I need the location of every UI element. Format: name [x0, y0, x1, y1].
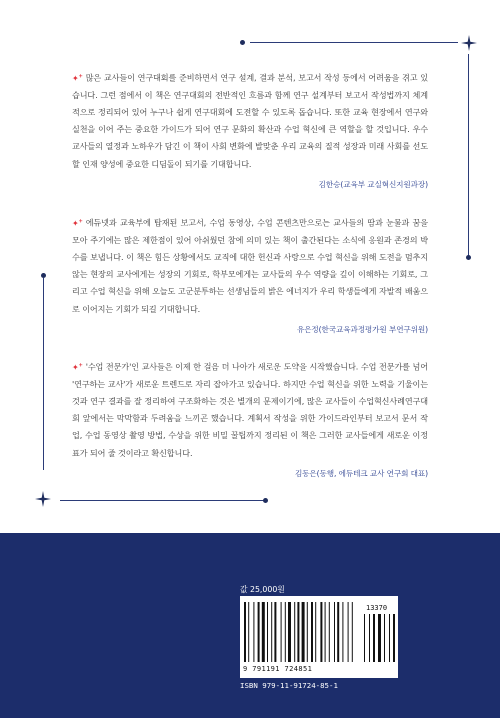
frame-dot	[466, 255, 471, 260]
frame-dot	[240, 40, 245, 45]
isbn-label: ISBN 979-11-91724-85-1	[240, 681, 338, 690]
frame-dot	[41, 273, 46, 278]
frame-dot	[263, 498, 268, 503]
blurb-author: 유은정(한국교육과정평가원 부연구위원)	[296, 324, 428, 334]
frame-top-line	[250, 42, 458, 43]
red-plus-sparkle-icon: ✦+	[72, 73, 83, 83]
price-label: 값 25,000원	[240, 585, 285, 594]
four-point-star-icon	[461, 35, 477, 51]
addon-code: 13370	[366, 604, 388, 612]
red-plus-sparkle-icon: ✦+	[72, 218, 83, 228]
blurb-text: '수업 전문가'인 교사들은 이제 한 걸음 더 나아가 새로운 도약을 시작했습니다. 수업 전문가를 넘어 '연구하는 교사'가 새로운 트렌드로 자리 잡아가고 있습니다. 하지만 수업 혁신을 위한 노력을 기울이는 것과 연구 결과를 잘 정리하여 구조화하는 것은 별개의 문제이기에, 많은 교사들이 수업혁신사례연구대회 앞에서는 막막함과 두려움을 느끼곤 했습니다. 계획서 작성을 위한 가이드라인부터 보고서 문서 작업, 수업 동영상 촬영 방법, 수상을 위한 비밀 꿀팁까지 정리된 이 책은 그러한 교사들에게 새로운 이정표가 되어 줄 것이라고 확신합니다.	[72, 361, 428, 458]
blurb-1	[72, 68, 428, 190]
frame-right-line	[468, 54, 469, 256]
barcode-digits: 9 791191 724851	[243, 665, 313, 673]
blurb-text: 에듀넷과 교육부에 탑재된 보고서, 수업 동영상, 수업 콘텐츠만으로는 교사들의 땀과 눈물과 꿈을 모아 주기에는 많은 제한점이 있어 아쉬웠던 참에 의미 있는 책이 출간된다는 소식에 응원과 존경의 박수를 보냅니다. 이 책은 힘든 상황에서도 교직에 대한 헌신과 사랑으로 수업 혁신을 위해 도전을 멈추지 않는 현장의 교사에게는 성장의 기회로, 학부모에게는 교사들의 우수 역량을 깊이 이해하는 기회로, 그리고 수업 혁신을 위해 오늘도 고군분투하는 선생님들의 밝은 에너지가 우리 학생들에게 자발적 배움으로 이어지는 기회가 되길 기대합니다.	[72, 217, 428, 314]
blurb-3	[72, 357, 428, 479]
four-point-star-icon	[35, 491, 51, 507]
blurb-2	[72, 213, 428, 335]
blurb-text: 많은 교사들이 연구대회를 준비하면서 연구 설계, 결과 분석, 보고서 작성 등에서 어려움을 겪고 있습니다. 그런 점에서 이 책은 연구대회의 전반적인 흐름과 함께 연구 설계부터 보고서 작성법까지 체계적으로 정리되어 있어 누구나 쉽게 연구대회에 도전할 수 있도록 돕습니다. 또한 교육 현장에서 연구와 실천을 이어 주는 중요한 가이드가 되어 연구 문화의 확산과 수업 혁신에 큰 역할을 할 것입니다. 우수 교사들의 열정과 노하우가 담긴 이 책이 사회 변화에 발맞춘 우리 교육의 질적 성장과 미래 사회를 선도할 인재 양성에 중요한 디딤돌이 되기를 기대합니다.	[72, 72, 428, 169]
red-plus-sparkle-icon: ✦+	[72, 362, 83, 372]
blurb-author: 김한승(교육부 교실혁신지원과장)	[318, 179, 428, 189]
frame-bottom-line	[60, 500, 264, 501]
frame-left-line	[43, 278, 44, 470]
blurb-author: 김동은(동행, 에듀테크 교사 연구회 대표)	[294, 468, 428, 478]
